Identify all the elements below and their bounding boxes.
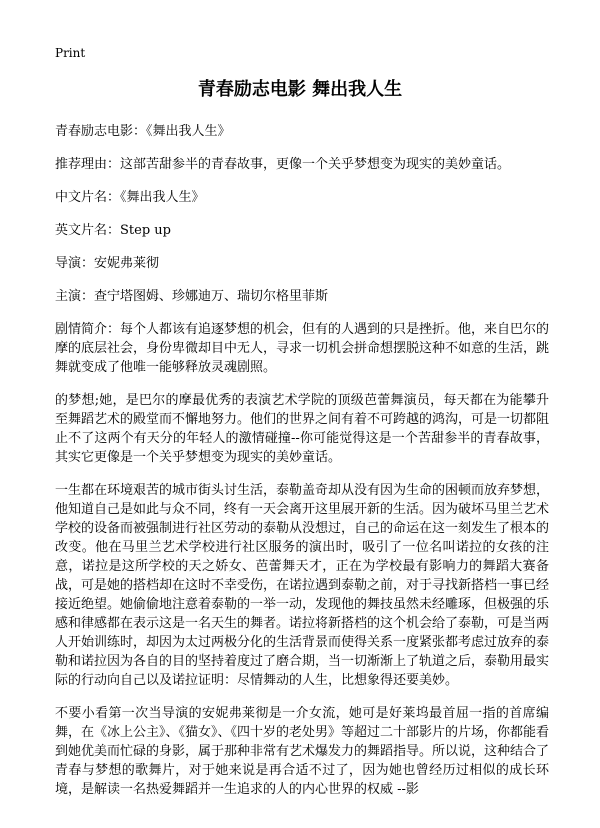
print-link[interactable]: Print [55, 46, 86, 60]
field-chinese-title: 中文片名：《舞出我人生》 [55, 190, 205, 205]
paragraph-director-bio: 不要小看第一次当导演的安妮弗莱彻是一介女流，她可是好莱坞最首屈一指的首席编舞，在《冰上公主》、《猫女》、《四十岁的老处男》等超过二十部影片的片场，你都能看到她优美而忙碌的身影，属于那种非常有艺术爆发力的舞蹈指导。所以说，这种结合了青春与梦想的歌舞片，对于她来说是再合适不过了，因为她也曾经历过相似的成长环境，是解读一名热爱舞蹈并一生追求的人的内心世界的权威 --影 [55, 706, 550, 797]
field-recommendation: 推荐理由：这部苦甜参半的青春故事，更像一个关乎梦想变为现实的美妙童话。 [55, 157, 511, 172]
field-movie-category: 青春励志电影：《舞出我人生》 [55, 124, 231, 139]
field-director: 导演：安妮弗莱彻 [55, 256, 160, 271]
article-body [55, 122, 549, 813]
field-english-title: 英文片名：Step up [55, 223, 171, 238]
page-title: 青春励志电影 舞出我人生 [197, 79, 403, 100]
paragraph-story: 一生都在环境艰苦的城市街头讨生活，泰勒盖奇却从没有因为生命的困顿而放弃梦想，他知道自己是如此与众不同，终有一天会离开这里展开新的生活。因为破坏马里兰艺术学校的设备而被强制进行社区劳动的泰勒从没想过，自己的命运在这一刻发生了根本的改变。他在马里兰艺术学校进行社区服务的演出时，吸引了一位名叫诺拉的女孩的注意，诺拉是这所学校的天之娇女、芭蕾舞天才，正在为学校最有影响力的舞蹈大赛备战，可是她的搭档却在这时不幸受伤，在诺拉遇到泰勒之前，对于寻找新搭档一事已经接近绝望。她偷偷地注意着泰勒的一举一动，发现他的舞技虽然未经雕琢，但极强的乐感和律感都在表示这是一名天生的舞者。诺拉将新搭档的这个机会给了泰勒，可是当两人开始训练时，却因为太过两极分化的生活背景而使得关系一度紧张都考虑过放弃的泰勒和诺拉因为各自的目的坚持着度过了磨合期，当一切渐渐上了轨道之后，泰勒用最实际的行动向自己以及诺拉证明：尽情舞动的人生，比想象得还要美妙。 [55, 483, 550, 688]
field-cast: 主演：查宁塔图姆、珍娜迪万、瑞切尔格里菲斯 [55, 289, 329, 304]
paragraph-dream: 的梦想;她，是巴尔的摩最优秀的表演艺术学院的顶级芭蕾舞演员，每天都在为能攀升至舞蹈艺术的殿堂而不懈地努力。他们的世界之间有着不可跨越的鸿沟，可是一切都阻止不了这两个有天分的年轻人的激情碰撞--你可能觉得这是一个苦甜参半的青春故事，其实它更像是一个关乎梦想变为现实的美妙童话。 [55, 393, 550, 465]
paragraph-synopsis: 剧情简介：每个人都该有追逐梦想的机会，但有的人遇到的只是挫折。他，来自巴尔的摩的底层社会，身份卑微却目中无人，寻求一切机会拼命想摆脱这种不如意的生活，跳舞就变成了他唯一能够释放灵魂剧照。 [55, 322, 550, 375]
